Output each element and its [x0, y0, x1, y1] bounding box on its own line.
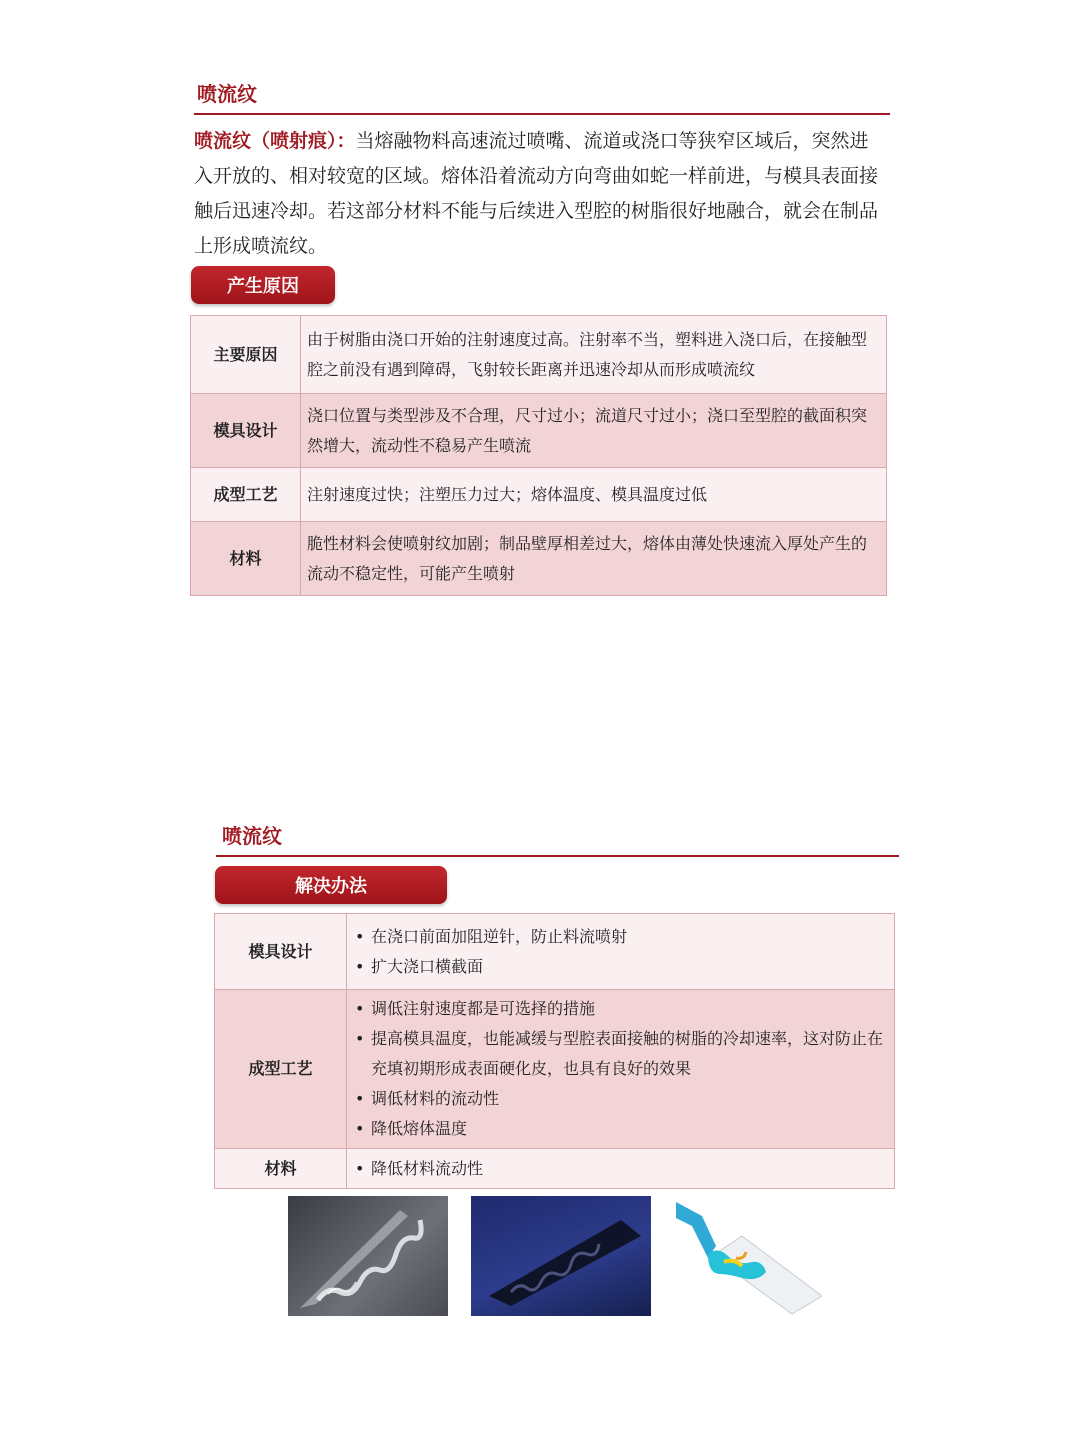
- slide1-title-rule: [194, 113, 890, 115]
- jetting-simulation-image: [672, 1196, 822, 1316]
- row-text: 浇口位置与类型涉及不合理，尺寸过小；流道尺寸过小；浇口至型腔的截面积突然增大，流动性不稳易产生喷流: [301, 394, 887, 468]
- row-items: [347, 990, 895, 1149]
- row-text: 注射速度过快；注塑压力过大；熔体温度、模具温度过低: [301, 468, 887, 522]
- slide1-title: 喷流纹: [197, 82, 257, 106]
- intro-text: 当熔融物料高速流过喷嘴、流道或浇口等狭窄区域后，突然进入开放的、相对较宽的区域。熔体沿着流动方向弯曲如蛇一样前进，与模具表面接触后迅速冷却。若这部分材料不能与后续进入型腔的树脂很好地融合，就会在制品上形成喷流纹。: [194, 130, 879, 257]
- row-items: [347, 1149, 895, 1189]
- solutions-section-label: 解决办法: [215, 866, 447, 904]
- list-item: • 降低材料流动性: [353, 1154, 888, 1184]
- row-key: 成型工艺: [191, 468, 301, 522]
- clear-part-illustration: [288, 1196, 448, 1316]
- table-row: [215, 990, 895, 1149]
- solutions-table: [214, 913, 895, 1189]
- flow-simulation-illustration: [672, 1196, 822, 1316]
- table-row: [191, 468, 887, 522]
- row-text: 脆性材料会使喷射纹加剧；制品壁厚相差过大，熔体由薄处快速流入厚处产生的流动不稳定性，可能产生喷射: [301, 522, 887, 596]
- table-row: [191, 394, 887, 468]
- causes-section-label: 产生原因: [191, 266, 335, 304]
- list-item: • 提高模具温度，也能减缓与型腔表面接触的树脂的冷却速率，这对防止在充填初期形成表面硬化皮，也具有良好的效果: [353, 1024, 888, 1084]
- jetting-sample-photo-dark: [471, 1196, 651, 1316]
- slide2-title-rule: [216, 855, 899, 857]
- slide1-intro: [194, 124, 884, 264]
- row-text: 由于树脂由浇口开始的注射速度过高。注射率不当，塑料进入浇口后，在接触型腔之前没有遇到障碍，飞射较长距离并迅速冷却从而形成喷流纹: [301, 316, 887, 394]
- slide2-title: 喷流纹: [222, 824, 282, 848]
- table-row: [215, 914, 895, 990]
- list-item: • 在浇口前面加阻逆针，防止料流喷射: [353, 922, 888, 952]
- row-key: 模具设计: [215, 914, 347, 990]
- row-key: 模具设计: [191, 394, 301, 468]
- intro-term: 喷流纹（喷射痕）：: [194, 130, 356, 152]
- jetting-sample-photo-clear: [288, 1196, 448, 1316]
- list-item: • 扩大浇口横截面: [353, 952, 888, 982]
- table-row: [191, 522, 887, 596]
- row-key: 成型工艺: [215, 990, 347, 1149]
- list-item: • 调低注射速度都是可选择的措施: [353, 994, 888, 1024]
- list-item: • 降低熔体温度: [353, 1114, 888, 1144]
- table-row: [215, 1149, 895, 1189]
- causes-table: [190, 315, 887, 596]
- row-key: 主要原因: [191, 316, 301, 394]
- row-items: [347, 914, 895, 990]
- row-key: 材料: [215, 1149, 347, 1189]
- list-item: • 调低材料的流动性: [353, 1084, 888, 1114]
- dark-part-illustration: [471, 1196, 651, 1316]
- table-row: [191, 316, 887, 394]
- row-key: 材料: [191, 522, 301, 596]
